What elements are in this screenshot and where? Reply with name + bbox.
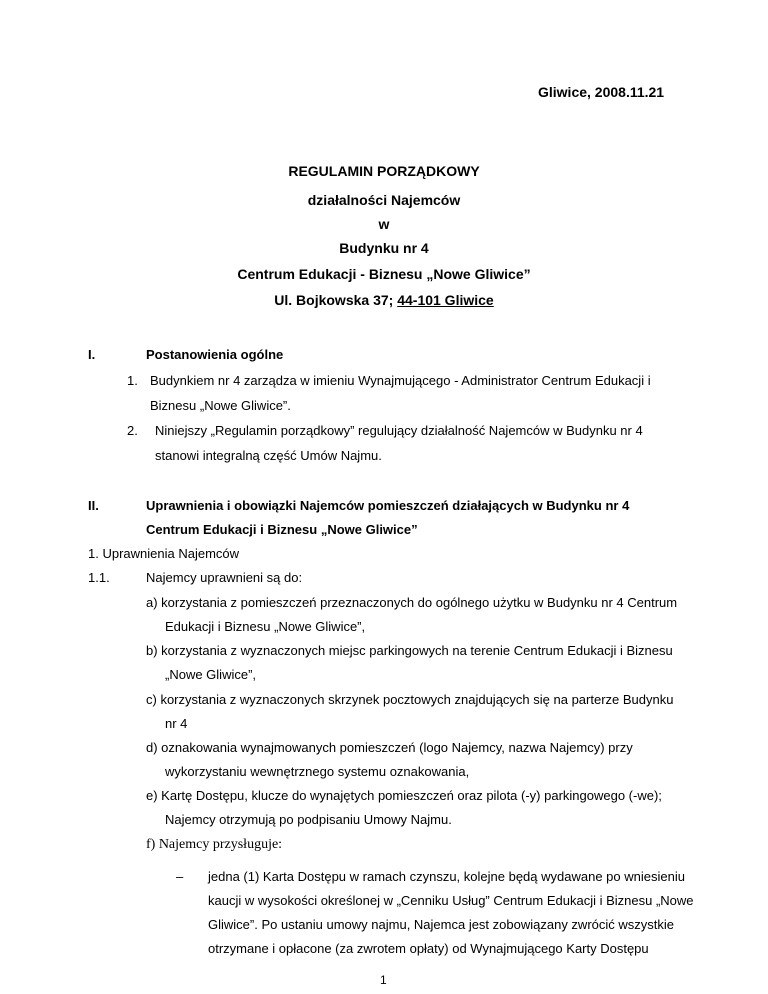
dash-item-line-1: jedna (1) Karta Dostępu w ramach czynszu, kolejne będą wydawane po wniesieniu: [208, 869, 685, 884]
section-1-item-1-line-2: Biznesu „Nowe Gliwice”.: [150, 398, 291, 413]
list-item-e-line-1: e) Kartę Dostępu, klucze do wynajętych pomieszczeń oraz pilota (-y) parkingowego (-we);: [146, 788, 662, 803]
section-1-item-1-line-1: Budynkiem nr 4 zarządza w imieniu Wynajmującego - Administrator Centrum Edukacji i: [150, 373, 651, 388]
dash-item-line-3: Gliwice”. Po ustaniu umowy najmu, Najemca jest zobowiązany zwrócić wszystkie: [208, 917, 674, 932]
subsection-1-1-text: Najemcy uprawnieni są do:: [146, 570, 303, 585]
section-1-numeral: I.: [88, 347, 96, 362]
dash-bullet: –: [176, 869, 184, 884]
section-1-item-1-number: 1.: [127, 373, 138, 388]
list-item-a-line-2: Edukacji i Biznesu „Nowe Gliwice”,: [165, 619, 366, 634]
title-address: [0, 292, 768, 308]
list-item-f-line-1: f) Najemcy przysługuje:: [146, 837, 283, 852]
list-item-c-line-1: c) korzystania z wyznaczonych skrzynek pocztowych znajdujących się na parterze Budynku: [146, 692, 674, 707]
section-2-heading-line-1: Uprawnienia i obowiązki Najemców pomieszczeń działających w Budynku nr 4: [146, 498, 630, 513]
address-street: Ul. Bojkowska 37;: [274, 292, 398, 308]
section-2-heading-line-2: Centrum Edukacji i Biznesu „Nowe Gliwice”: [146, 522, 418, 537]
dash-item-line-2: kaucji w wysokości określonej w „Cenniku Usług” Centrum Edukacji i Biznesu „Nowe: [208, 893, 694, 908]
list-item-c-line-2: nr 4: [165, 716, 188, 731]
place-date: Gliwice, 2008.11.21: [538, 84, 665, 100]
subsection-1-heading: 1. Uprawnienia Najemców: [88, 546, 240, 561]
title-line-5: Centrum Edukacji - Biznesu „Nowe Gliwice”: [237, 266, 531, 282]
list-item-d-line-2: wykorzystaniu wewnętrznego systemu oznakowania,: [165, 764, 470, 779]
section-1-item-2-line-2: stanowi integralną część Umów Najmu.: [155, 448, 382, 463]
section-1-item-2-line-1: Niniejszy „Regulamin porządkowy” regulujący działalność Najemców w Budynku nr 4: [155, 423, 643, 438]
section-1-heading: Postanowienia ogólne: [146, 347, 284, 362]
page-number: 1: [380, 973, 387, 987]
title-line-2: działalności Najemców: [307, 192, 461, 208]
list-item-a-line-1: a) korzystania z pomieszczeń przeznaczonych do ogólnego użytku w Budynku nr 4 Centrum: [146, 595, 678, 610]
subsection-1-1-number: 1.1.: [88, 570, 110, 585]
list-item-b-line-1: b) korzystania z wyznaczonych miejsc parkingowych na terenie Centrum Edukacji i Biznesu: [146, 643, 673, 658]
address-postal-link[interactable]: 44-101 Gliwice: [397, 292, 494, 308]
list-item-b-line-2: „Nowe Gliwice”,: [165, 667, 257, 682]
title-line-1: REGULAMIN PORZĄDKOWY: [288, 163, 480, 179]
list-item-e-line-2: Najemcy otrzymują po podpisaniu Umowy Najmu.: [165, 812, 452, 827]
list-item-d-line-1: d) oznakowania wynajmowanych pomieszczeń (logo Najemcy, nazwa Najemcy) przy: [146, 740, 633, 755]
dash-item-line-4: otrzymane i opłacone (za zwrotem opłaty) od Wynajmującego Karty Dostępu: [208, 941, 649, 956]
section-1-item-2-number: 2.: [127, 423, 138, 438]
title-line-4: Budynku nr 4: [339, 240, 429, 256]
title-line-3: w: [378, 216, 390, 232]
section-2-numeral: II.: [88, 498, 99, 513]
